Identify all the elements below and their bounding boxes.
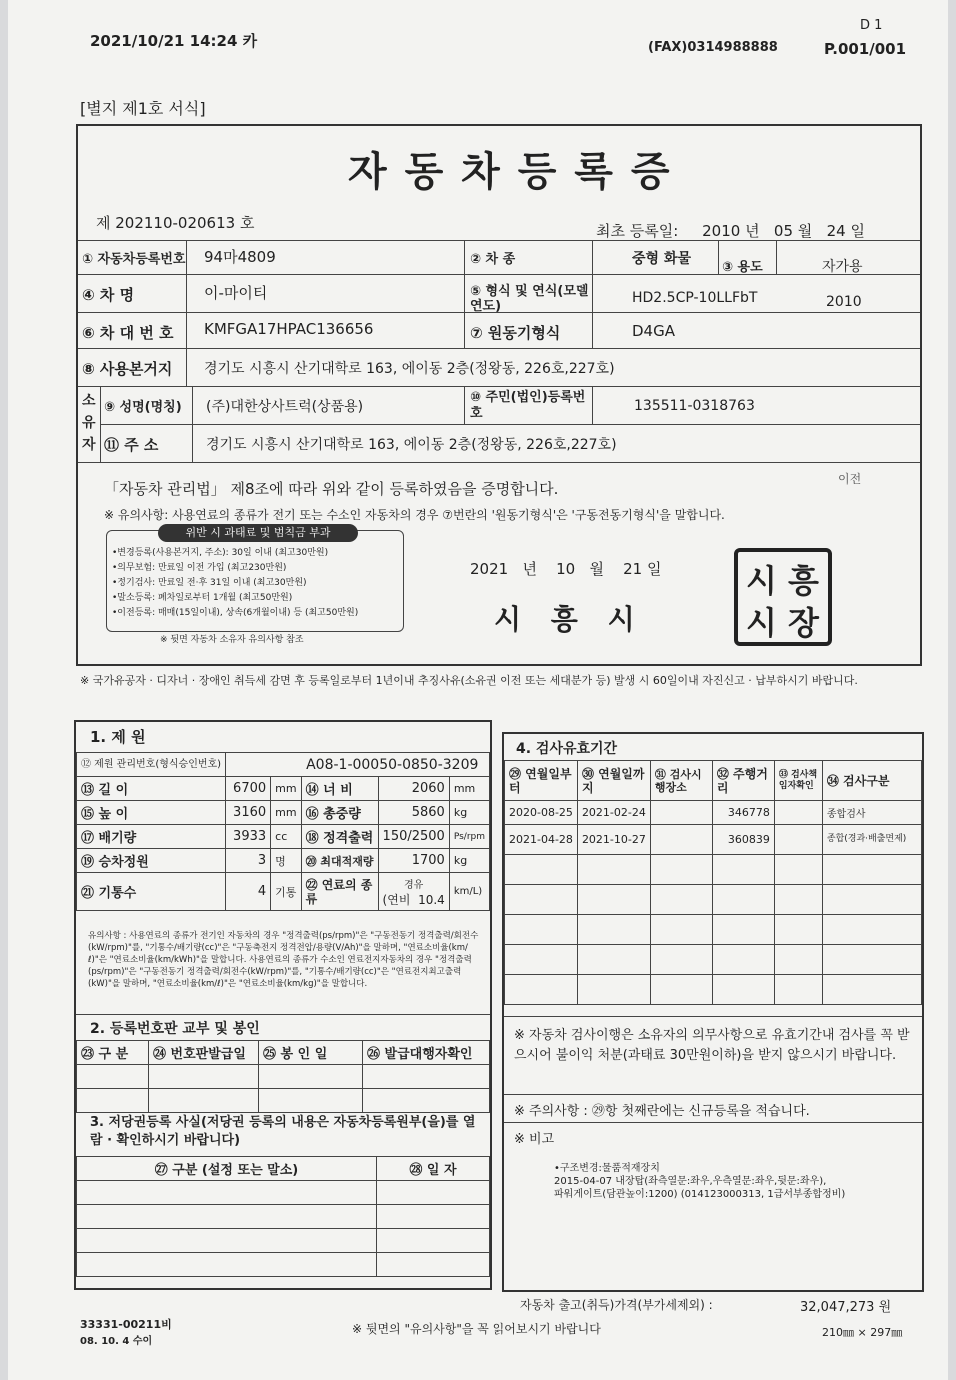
length-unit: mm (271, 777, 301, 801)
inspection-table (504, 760, 922, 1005)
caution-note: ※ 주의사항 : ㉙항 첫째란에는 신규등록을 적습니다. (514, 1104, 810, 1119)
gross-weight-label: ⑯ 총중량 (301, 801, 378, 825)
document-sheet (8, 0, 948, 1380)
form-label: [별지 제1호 서식] (80, 99, 206, 118)
length-label: ⑬ 길 이 (77, 777, 226, 801)
rated-output-value: 150/2500 (378, 825, 449, 849)
seal-char: 장 (788, 604, 819, 642)
penalty-item: •의무보험: 만료일 이전 가입 (최고230만원) (112, 563, 287, 573)
first-reg-y: 년 (745, 222, 760, 240)
plate-col: ㉔ 번호판발급일 (149, 1041, 259, 1065)
fuel-efficiency: 10.4 (418, 892, 445, 907)
plate-section-title: 2. 등록번호판 교부 및 봉인 (90, 1021, 260, 1037)
vin-label: ⑥ 차 대 번 호 (82, 324, 174, 342)
max-load-unit: kg (449, 849, 489, 873)
displacement-label: ⑰ 배기량 (77, 825, 226, 849)
spec-section-title: 1. 제 원 (90, 728, 146, 746)
inspection-confirm (774, 801, 822, 825)
fuel-label: ㉒ 연료의 종류 (301, 873, 378, 911)
inspection-km: 346778 (712, 801, 774, 825)
inspection-from: 2021-04-28 (505, 825, 578, 855)
height-value: 3160 (226, 801, 271, 825)
inspection-from: 2020-08-25 (505, 801, 578, 825)
price-label: 자동차 출고(취득)가격(부가세제외) : (520, 1298, 713, 1312)
page-title: 자 동 차 등 록 증 (348, 148, 672, 195)
cylinders-value: 4 (226, 873, 271, 911)
seating-unit: 명 (271, 849, 301, 873)
penalty-item: •정기검사: 만료일 전·후 31일 이내 (최고30만원) (112, 578, 307, 588)
inspection-to: 2021-10-27 (577, 825, 650, 855)
seating-value: 3 (226, 849, 271, 873)
owner-name-value: (주)대한상사트럭(상품용) (206, 399, 364, 415)
fax-number: (FAX)0314988888 (648, 40, 778, 55)
penalty-item: •이전등록: 매매(15일이내), 상속(6개월이내) 등 (최고50만원) (112, 608, 359, 618)
spec-mgmt-value: A08-1-00050-0850-3209 (226, 753, 490, 777)
inspection-to: 2021-02-24 (577, 801, 650, 825)
certify-text: 「자동차 관리법」 제8조에 따라 위와 같이 등록하였음을 증명합니다. (104, 480, 559, 498)
first-registration (596, 220, 865, 241)
plate-col: ㉖ 발급대행자확인 (363, 1041, 490, 1065)
seating-label: ⑲ 승차정원 (77, 849, 226, 873)
max-load-label: ⑳ 최대적재량 (301, 849, 378, 873)
inspection-col: ㉙ 연월일부터 (505, 761, 578, 801)
gross-weight-unit: kg (449, 801, 489, 825)
lien-col: ㉘ 일 자 (377, 1157, 490, 1181)
inspection-col: ㉞ 검사구분 (822, 761, 921, 801)
remark-line: •구조변경:물품적재장치 (554, 1163, 660, 1174)
penalty-footer: ※ 뒷면 자동차 소유자 유의사항 참조 (160, 635, 304, 645)
paper-size: 210㎜ × 297㎜ (822, 1326, 903, 1339)
model-year-value: 2010 (826, 294, 862, 310)
model-label: ⑤ 형식 및 연식(모델연도) (470, 284, 589, 314)
vehicle-type-label: ② 차 종 (470, 252, 516, 267)
issue-m: 월 (589, 560, 604, 578)
owner-label: 소유자 (82, 393, 96, 453)
owner-id-value: 135511-0318763 (634, 398, 755, 414)
plate-table (76, 1040, 490, 1113)
first-reg-d: 일 (850, 222, 865, 240)
displacement-value: 3933 (226, 825, 271, 849)
fuel-efficiency-unit: km/L) (449, 873, 489, 911)
reg-number-label: ① 자동차등록번호 (82, 252, 186, 267)
width-label: ⑭ 너 비 (301, 777, 378, 801)
inspection-confirm (774, 825, 822, 855)
spec-mgmt-label: ⑫ 제원 관리번호(형식승인번호) (77, 753, 226, 777)
issue-year: 2021 (470, 560, 509, 578)
inspection-type: 종합(경과·배출면제) (822, 825, 921, 855)
first-reg-day: 24 (826, 222, 846, 240)
inspection-place (650, 801, 712, 825)
vehicle-type-value: 중형 화물 (632, 251, 691, 267)
rated-output-unit: Ps/rpm (449, 825, 489, 849)
fuel-notice: ※ 유의사항: 사용연료의 종류가 전기 또는 수소인 자동차의 경우 ⑦번란의 '원동기형식'은 '구동전동기형식'을 말합니다. (104, 508, 725, 522)
usage-value: 자가용 (822, 259, 863, 275)
height-unit: mm (271, 801, 301, 825)
penalty-item: •말소등록: 폐차일로부터 1개월 (최고50만원) (112, 593, 293, 603)
first-reg-label: 최초 등록일: (596, 222, 679, 240)
transfer-note: 이전 (838, 472, 862, 486)
remark-line: 파워게이트(담관높이:1200) (014123000313, 1급서부종합정비) (554, 1189, 846, 1200)
reg-number-value: 94마4809 (204, 248, 276, 266)
seal-char: 흥 (788, 562, 819, 600)
inspection-col: ㉜ 주행거리 (712, 761, 774, 801)
displacement-unit: cc (271, 825, 301, 849)
vin-value: KMFGA17HPAC136656 (204, 320, 374, 338)
spec-table (76, 752, 490, 911)
base-location-label: ⑧ 사용본거지 (82, 360, 173, 378)
inspection-place (650, 825, 712, 855)
inspection-col: ㉚ 연월일까지 (577, 761, 650, 801)
penalty-title: 위반 시 과태료 및 범칙금 부과 (158, 524, 358, 542)
gross-weight-value: 5860 (378, 801, 449, 825)
owner-name-label: ⑨ 성명(명칭) (104, 400, 182, 415)
max-load-value: 1700 (378, 849, 449, 873)
model-value: HD2.5CP-10LLFbT (632, 290, 758, 306)
fax-datetime: 2021/10/21 14:24 카 (90, 32, 258, 50)
issue-y: 년 (522, 560, 537, 578)
car-name-label: ④ 차 명 (82, 286, 135, 304)
page-mark: D 1 (860, 18, 883, 33)
official-seal (734, 548, 832, 646)
plate-col: ㉓ 구 분 (77, 1041, 149, 1065)
back-notice: ※ 뒷면의 "유의사항"을 꼭 읽어보시기 바랍니다 (352, 1322, 601, 1336)
document-number: 제 202110-020613 호 (96, 214, 255, 232)
first-reg-m: 월 (797, 222, 813, 240)
owner-id-label: ⑩ 주민(법인)등록번호 (470, 390, 586, 421)
inspection-notice: ※ 자동차 검사이행은 소유자의 의무사항으로 유효기간내 검사를 꼭 받으시어 불이익 처분(과태료 30만원이하)을 받지 않으시기 바랍니다. (514, 1028, 910, 1063)
inspection-type: 종합검사 (822, 801, 921, 825)
issue-day: 21 (623, 560, 643, 578)
form-code: 33331-00211비 (80, 1318, 172, 1331)
remarks-list (554, 1162, 845, 1201)
fax-page: P.001/001 (824, 40, 907, 58)
lien-table (76, 1156, 490, 1277)
rated-output-label: ⑱ 정격출력 (301, 825, 378, 849)
usage-label: ③ 용도 (722, 260, 763, 275)
issue-date (470, 558, 661, 579)
seal-char: 시 (746, 604, 777, 642)
lien-section-title: 3. 저당권등록 사실(저당권 등록의 내용은 자동차등록원부(을)를 열람 · 확인하시기 바랍니다) (90, 1115, 476, 1148)
engine-type-label: ⑦ 원동기형식 (470, 324, 561, 342)
width-unit: mm (449, 777, 489, 801)
first-reg-year: 2010 (702, 222, 741, 240)
penalty-list (112, 546, 358, 621)
tax-notice: ※ 국가유공자 · 디자너 · 장애인 취득세 감면 후 등록일로부터 1년이내 추징사유(소유권 이전 또는 세대분가 등) 발생 시 60일이내 자진신고 · 납부하시기 바랍니다. (80, 674, 858, 687)
owner-address-value: 경기도 시흥시 산기대학로 163, 에이동 2층(정왕동, 226호,227호) (206, 437, 617, 453)
lien-col: ㉗ 구분 (설정 또는 말소) (77, 1157, 377, 1181)
issue-d: 일 (646, 560, 662, 578)
cylinders-unit: 기통 (271, 873, 301, 911)
issue-month: 10 (556, 560, 576, 578)
form-code-2: 08. 10. 4 수이 (80, 1336, 153, 1347)
issuer: 시 흥 시 (494, 603, 645, 636)
inspection-km: 360839 (712, 825, 774, 855)
spec-note: 유의사항 : 사용연료의 종류가 전기인 자동차의 경우 "정격출력(ps/rpm)"은 "구동전동기 정격출력/회전수(kW/rpm)"를, "기통수/배기량(cc)"은 "구동축전지 정격전압/용량(V/Ah)"을 말하며, "연료소비율(km/ℓ)"은 "연료소비율(km/kWh)"을 말합니다. 사용연료의 종류가 수소인 연료전지자동차의 경우 "정격출력(ps/rpm)"은 "구동전동기 정격출력/회전수(kW/rpm)"를, "기통수/배기량(cc)"은 "연료전지최고출력(kW)"을 말하며, "연료소비율(km/ℓ)"은 "연료소비율(km/kg)"을 말합니다. (88, 931, 479, 989)
price-value: 32,047,273 원 (800, 1300, 892, 1315)
fuel-value-cell (378, 873, 449, 911)
height-label: ⑮ 높 이 (77, 801, 226, 825)
plate-col: ㉕ 봉 인 일 (259, 1041, 363, 1065)
owner-address-label: ⑪ 주 소 (104, 436, 159, 454)
engine-type-value: D4GA (632, 322, 675, 340)
fuel-sub: (연비 (382, 892, 411, 907)
penalty-item: •변경등록(사용본거지, 주소): 30일 이내 (최고30만원) (112, 548, 329, 558)
first-reg-month: 05 (773, 222, 793, 240)
remarks-label: ※ 비고 (514, 1132, 555, 1147)
width-value: 2060 (378, 777, 449, 801)
inspection-section-title: 4. 검사유효기간 (516, 741, 618, 757)
inspection-col: ㉝ 검사책임자확인 (774, 761, 822, 801)
seal-char: 시 (746, 562, 777, 600)
length-value: 6700 (226, 777, 271, 801)
base-location-value: 경기도 시흥시 산기대학로 163, 에이동 2층(정왕동, 226호,227호) (204, 361, 615, 377)
cylinders-label: ㉑ 기통수 (77, 873, 226, 911)
remark-line: 2015-04-07 내장탑(좌측열문:좌우,우측열문:좌우,뒷문:좌우), (554, 1176, 827, 1187)
car-name-value: 이-마이티 (204, 284, 268, 302)
fuel-value: 경유 (404, 879, 424, 891)
inspection-col: ㉛ 검사시행장소 (650, 761, 712, 801)
